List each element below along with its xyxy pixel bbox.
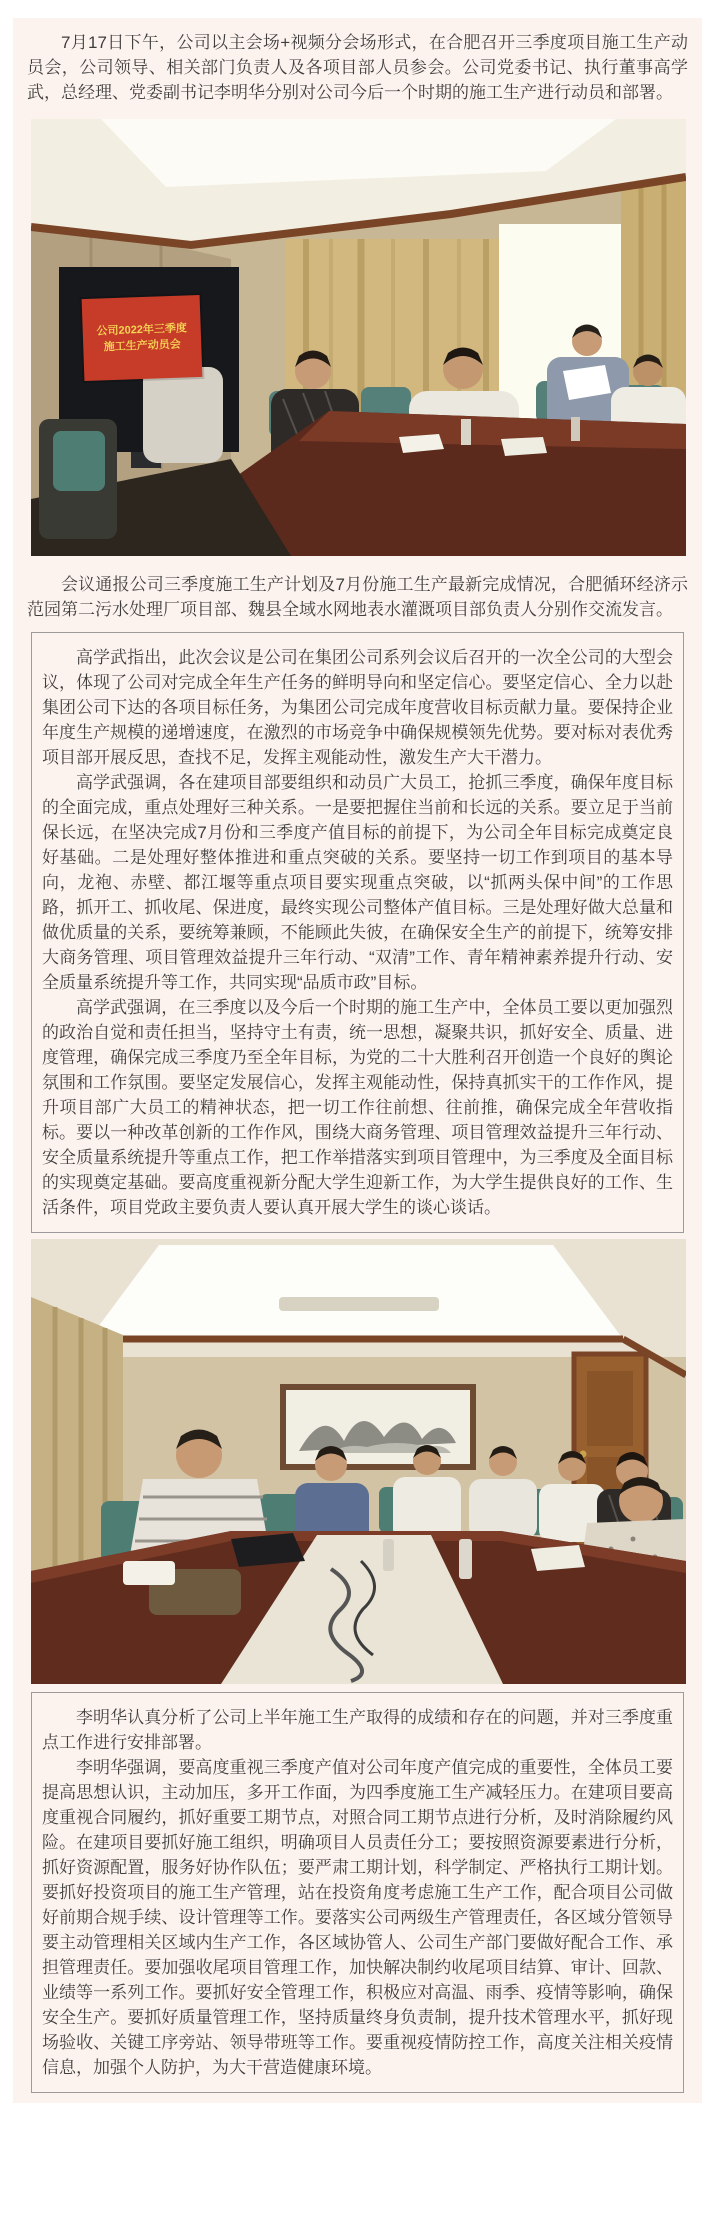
tv-slide-line-1: 公司2022年三季度 <box>96 322 188 338</box>
landscape-painting <box>283 1387 473 1467</box>
quote-box-li <box>31 1692 684 2093</box>
papers <box>123 1561 175 1585</box>
li-paragraph-1: 李明华认真分析了公司上半年施工生产取得的成绩和存在的问题，并对三季度重点工作进行安排部署。 <box>42 1708 673 1752</box>
tv-slide-line-2: 施工生产动员会 <box>103 338 181 354</box>
meeting-photo-2 <box>31 1239 686 1684</box>
report-paragraph: 会议通报公司三季度施工生产计划及7月份施工生产最新完成情况，合肥循环经济示范园第二污水处理厂项目部、魏县全域水网地表水灌溉项目部负责人分别作交流发言。 <box>27 575 688 619</box>
gao-paragraph-1: 高学武指出，此次会议是公司在集团公司系列会议后召开的一次全公司的大型会议，体现了公司对完成全年生产任务的鲜明导向和坚定信心。要坚定信心、全力以赴集团公司下达的各项目标任务，为集团公司完成年度营收目标贡献力量。要保持企业年度生产规模的递增速度，在激烈的市场竞争中确保规模领先优势。要对标对表优秀项目部开展反思，查找不足，发挥主观能动性，激发生产大干潜力。 <box>42 648 673 767</box>
ceiling-light-panel <box>89 1245 623 1339</box>
laptop <box>231 1533 305 1567</box>
article-card <box>13 18 702 2103</box>
meeting-photo-1 <box>31 119 686 556</box>
air-vent <box>279 1297 439 1311</box>
gao-paragraph-3: 高学武强调，在三季度以及今后一个时期的施工生产中，全体员工要以更加强烈的政治自觉和责任担当，坚持守土有责，统一思想，凝聚共识，抓好安全、质量、进度管理，确保完成三季度乃至全年目标，为党的二十大胜利召开创造一个良好的舆论氛围和工作氛围。要坚定发展信心，发挥主观能动性，保持真抓实干的工作作风，提升项目部广大员工的精神状态，把一切工作往前想、往前推，确保完成全年营收指标。要以一种改革创新的工作作风，围绕大商务管理、项目管理效益提升三年行动、安全质量系统提升等重点工作，把工作举措落实到项目管理中，为三季度及全面目标的实现奠定基础。要高度重视新分配大学生迎新工作，为大学生提供良好的工作、生活条件，项目党政主要负责人要认真开展大学生的谈心谈话。 <box>42 998 673 1217</box>
conference-table <box>31 1531 686 1684</box>
gao-paragraph-2: 高学武强调，各在建项目部要组织和动员广大员工，抢抓三季度，确保年度目标的全面完成，重点处理好三种关系。一是要把握住当前和长远的关系。要立足于当前保长远，在坚决完成7月份和三季度产值目标的前提下，为公司全年目标完成奠定良好基础。二是处理好整体推进和重点突破的关系。要坚持一切工作到项目的基本导向，龙袍、赤壁、都江堰等重点项目要实现重点突破，以“抓两头保中间”的工作思路，抓开工、抓收尾、保进度，最终实现公司整体产值目标。三是处理好做大总量和做优质量的关系，要统筹兼顾，不能顾此失彼，在确保安全生产的前提下，统筹安排大商务管理、项目管理效益提升三年行动、“双清”工作、青年精神素养提升行动、安全质量系统提升等工作，共同实现“品质市政”目标。 <box>42 773 673 992</box>
li-paragraph-2: 李明华强调，要高度重视三季度产值对公司年度产值完成的重要性，全体员工要提高思想认识，主动加压，多开工作面，为四季度施工生产减轻压力。在建项目要高度重视合同履约，抓好重要工期节点，对照合同工期节点进行分析，及时消除履约风险。在建项目要抓好施工组织，明确项目人员责任分工；要按照资源要素进行分析，抓好资源配置，服务好协作队伍；要严肃工期计划，科学制定、严格执行工期计划。要抓好投资项目的施工生产管理，站在投资角度考虑施工生产工作，配合项目公司做好前期合规手续、设计管理等工作。要落实公司两级生产管理责任，各区域分管领导要主动管理相关区域内生产工作，各区域协管人、公司生产部门要做好配合工作、承担管理责任。要加强收尾项目管理工作，加快解决制约收尾项目结算、审计、回款、业绩等一系列工作。要抓好安全管理工作，积极应对高温、雨季、疫情等影响，确保安全生产。要抓好质量管理工作，坚持质量终身负责制，提升技术管理水平，抓好现场验收、关键工序旁站、领导带班等工作。要重视疫情防控工作，高度关注相关疫情信息，加强个人防护，为大干营造健康环境。 <box>42 1758 673 2077</box>
quote-box-gao <box>31 632 684 1233</box>
tv-slide <box>82 295 203 381</box>
meeting-room-scene-2 <box>31 1239 686 1684</box>
intro-paragraph: 7月17日下午，公司以主会场+视频分会场形式，在合肥召开三季度项目施工生产动员会，公司领导、相关部门负责人及各项目部人员参会。公司党委书记、执行董事高学武，总经理、党委副书记李明华分别对公司今后一个时期的施工生产进行动员和部署。 <box>27 33 688 102</box>
